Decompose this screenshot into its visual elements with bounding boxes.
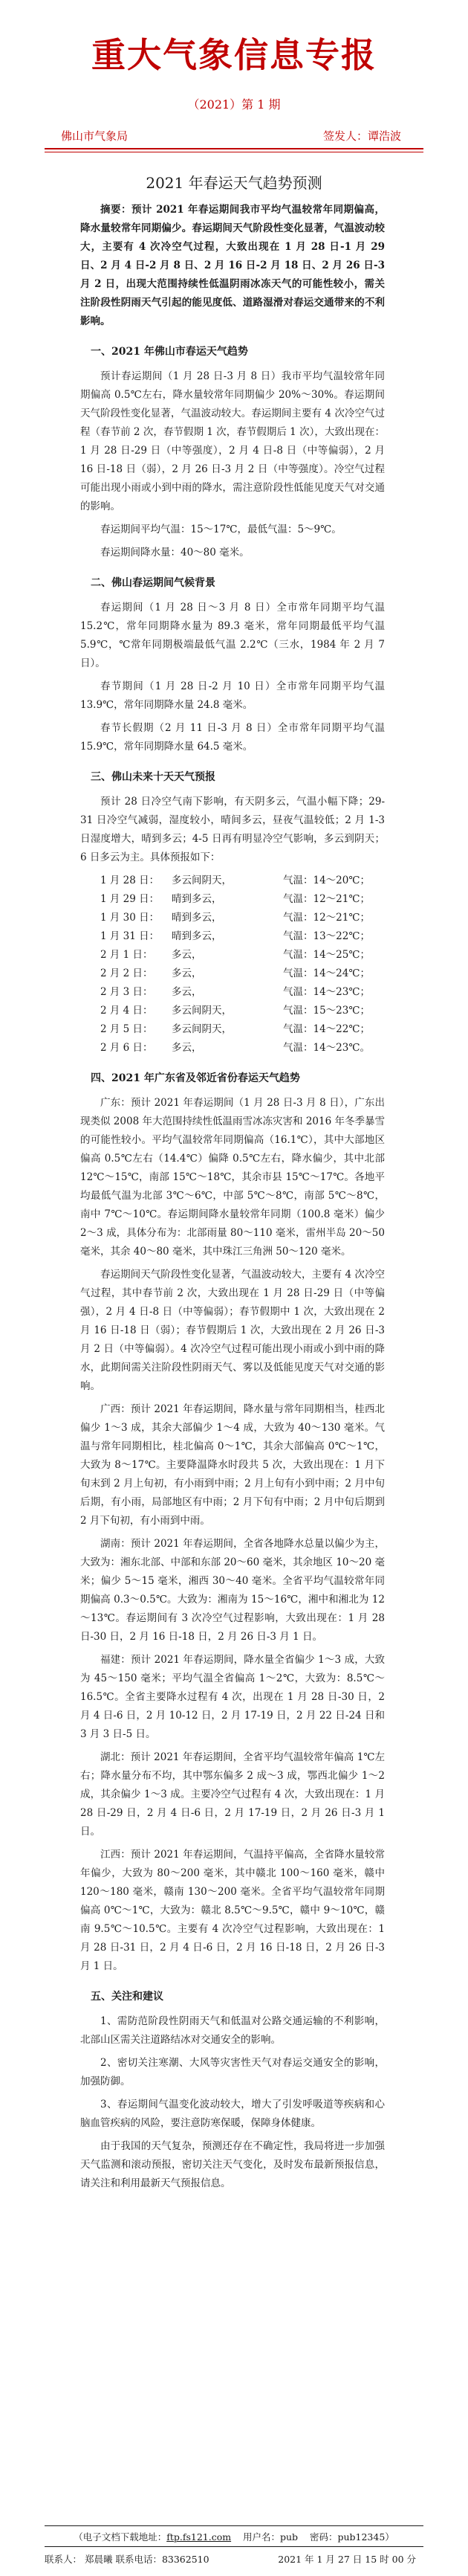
issuing-org: 佛山市气象局: [61, 129, 129, 143]
forecast-temp: 气温：12～21℃；: [283, 893, 370, 905]
red-rule-thick: [45, 148, 423, 149]
download-info: [45, 2530, 423, 2543]
closing-paragraph: 由于我国的天气复杂，预测还存在不确定性，我局将进一步加强天气监测和滚动预报，密切关注天气变化，及时发布最新预报信息，请关注和利用最新天气预报信息。: [80, 2140, 385, 2189]
section-paragraph: 春节期间（1 月 28 日-2 月 10 日）全市常年同期平均气温 13.9℃，常年同期降水量 24.8 毫米。: [80, 680, 385, 711]
section-paragraph: 广西：预计 2021 年春运期间，降水量与常年同期相当，桂西北偏少 1～3 成，其余大部偏少 1～4 成，大致为 40～130 毫米。气温与常年同期相比，桂北偏高 0～1℃，其余大部偏高 0℃～1℃，大致为 8～17℃。主要降温降水时段共 5 次，大致出现在：1 月下旬末到 2 月上旬初，有小雨到中雨；2 月上旬有小到中雨；2 月中旬后期，有小雨，局部地区有中雨；2 月下旬有中雨；2 月中旬后期到 2 月下旬初，有小雨到中雨。: [80, 1403, 385, 1527]
forecast-date: 2 月 4 日：: [100, 1005, 153, 1017]
section-heading: 二、佛山春运期间气候背景: [91, 577, 215, 589]
forecast-weather: 多云间阴天，: [172, 1023, 232, 1035]
contact-info: [45, 2552, 423, 2566]
forecast-weather: 多云，: [172, 1042, 202, 1054]
section-paragraph: 1、需防范阶段性阴雨天气和低温对公路交通运输的不利影响，北部山区需关注道路结冰对交通安全的影响。: [80, 2015, 385, 2046]
forecast-date: 2 月 2 日：: [100, 967, 153, 979]
ftp-password: 密码：pub12345）: [309, 2531, 394, 2543]
section-paragraph: 3、春运期间气温变化波动较大，增大了引发呼吸道等疾病和心脑血管疾病的风险，要注意防寒保暖，保障身体健康。: [80, 2099, 385, 2129]
document-title: 2021 年春运天气趋势预测: [146, 174, 322, 192]
forecast-row: [100, 946, 385, 965]
section-paragraph: 湖北：预计 2021 年春运期间，全省平均气温较常年偏高 1℃左右；降水量分布不均，其中鄂东偏多 2 成～3 成，鄂西北偏少 1～2 成，其余偏少 1～3 成。主要冷空气过程有 4 次，大致出现在：1 月 28 日-29 日，2 月 4 日-6 日，2 月 17-19 日，2 月 26 日-3 月 1 日。: [80, 1751, 385, 1838]
section-paragraph: 春运期间降水量：40～80 毫米。: [100, 547, 250, 558]
forecast-date: 2 月 1 日：: [100, 949, 153, 961]
contact-person: 联系人： 郑晨曦 联系电话：83362510: [45, 2554, 209, 2565]
forecast-weather: 晴到多云，: [172, 912, 222, 924]
ftp-link[interactable]: ftp.fs121.com: [166, 2531, 232, 2543]
forecast-row: [100, 965, 385, 983]
forecast-weather: 多云，: [172, 967, 202, 979]
footer-rule-top: [45, 2525, 423, 2526]
forecast-row: [100, 1039, 385, 1057]
forecast-temp: 气温：12～21℃；: [283, 912, 370, 924]
signer: 签发人：谭浩波: [322, 129, 401, 143]
forecast-row: [100, 872, 385, 890]
section-paragraph: 春运期间天气阶段性变化显著，气温波动较大，主要有 4 次冷空气过程，其中春节前 2 次，大致出现在 1 月 28 日-29 日（中等偏强），2 月 4 日-8 日（中等偏弱）；春节假期中 1 次，大致出现在 2 月 16 日-18 日（弱）；春节假期后 1 次，大致出现在 2 月 26 日-3 月 2 日（中等偏弱）。4 次冷空气过程可能出现小雨或小到中雨的降水，此期间需关注阶段性阴雨天气、雾以及低能见度天气对交通的影响。: [80, 1269, 385, 1392]
footer-rule-bottom: [45, 2546, 423, 2547]
forecast-weather: 晴到多云，: [172, 930, 222, 942]
forecast-weather: 多云间阴天，: [172, 1005, 232, 1017]
forecast-temp: 气温：14～23℃。: [283, 1042, 370, 1054]
section-paragraph: 江西：预计 2021 年春运期间，气温持平偏高，全省降水量较常年偏少，大致为 80～200 毫米，其中赣北 100～160 毫米，赣中 120～180 毫米，赣南 130～200 毫米。全省平均气温较常年同期偏高 0℃～1℃，大致为：赣北 8.5℃～9.5℃，赣中 9～10℃，赣南 9.5℃～10.5℃。主要有 4 次冷空气过程影响，大致出现在：1 月 28 日-31 日，2 月 4 日-6 日，2 月 16 日-18 日，2 月 26 日-3 月 1 日。: [80, 1849, 385, 1972]
forecast-weather: 多云间阴天，: [172, 875, 232, 886]
forecast-temp: 气温：14～24℃；: [283, 967, 370, 979]
forecast-temp: 气温：15～23℃；: [283, 1005, 370, 1017]
section-heading: 一、2021 年佛山市春运天气趋势: [91, 346, 248, 358]
forecast-date: 2 月 3 日：: [100, 986, 153, 998]
section-heading: 三、佛山未来十天天气预报: [91, 771, 215, 783]
forecast-temp: 气温：13～22℃；: [283, 930, 370, 942]
forecast-weather: 多云，: [172, 986, 202, 998]
section-heading: 五、关注和建议: [91, 1991, 163, 2003]
summary-label: 摘要：: [100, 204, 131, 216]
forecast-row: [100, 983, 385, 1002]
section-paragraph: 广东：预计 2021 年春运期间（1 月 28 日-3 月 8 日），广东出现类似 2008 年大范围持续性低温雨雪冰冻灾害和 2016 年冬季暴雪的可能性较小。平均气温较常年同期偏高（16.1℃），其中大部地区偏高 0.5℃左右（14.4℃）偏降 0.5℃左右，降水偏少，其中北部 12℃～15℃，南部 15℃～18℃，其余市县 15℃～17℃。各地平均最低气温为北部 3℃～6℃，中部 5℃～8℃，南部 5℃～8℃，南中 7℃～10℃。春运期间降水量较常年同期（100.8 毫米）偏少 2～3 成，具体分布为：北部雨量 80～110 毫米，雷州半岛 20～50 毫米，其余 40～80 毫米，其中珠江三角洲 50～120 毫米。: [80, 1097, 385, 1258]
forecast-row: [100, 1002, 385, 1020]
forecast-date: 1 月 30 日：: [100, 912, 160, 924]
forecast-date: 2 月 5 日：: [100, 1023, 153, 1035]
forecast-row: [100, 1020, 385, 1039]
section-paragraph: 福建：预计 2021 年春运期间，降水量全省偏少 1～3 成，大致为 45～150 毫米；平均气温全省偏高 1～2℃，大致为：8.5℃～16.5℃。全省主要降水过程有 4 次，出现在 1 月 28 日-30 日，2 月 4 日-6 日，2 月 10-12 日，2 月 17-19 日，2 月 22 日-24 日和 3 月 3 日-5 日。: [80, 1654, 385, 1740]
section-paragraph: 春运期间平均气温：15～17℃，最低气温：5～9℃。: [100, 524, 342, 535]
forecast-date: 2 月 6 日：: [100, 1042, 153, 1054]
forecast-date: 1 月 28 日：: [100, 875, 160, 886]
issue-datetime: 2021 年 1 月 27 日 15 时 00 分: [278, 2554, 416, 2565]
forecast-row: [100, 927, 385, 946]
forecast-temp: 气温：14～22℃；: [283, 1023, 370, 1035]
masthead-title: 重大气象信息专报: [91, 35, 377, 75]
forecast-row: [100, 909, 385, 927]
forecast-row: [100, 890, 385, 909]
forecast-date: 1 月 31 日：: [100, 930, 160, 942]
ftp-user: 用户名：pub: [243, 2531, 299, 2543]
forecast-temp: 气温：14～20℃；: [283, 875, 370, 886]
document-body: [80, 201, 385, 2197]
ftp-label: （电子文档下载地址：: [74, 2531, 167, 2543]
section-paragraph: 预计春运期间（1 月 28 日-3 月 8 日）我市平均气温较常年同期偏高 0.5℃左右，降水量较常年同期偏少 20%～30%。春运期间天气阶段性变化显著，气温波动较大。春运期间主要有 4 次冷空气过程（春节前 2 次，春节假期 1 次，春节假期后 1 次），大致出现在：1 月 28 日-29 日（中等强度），2 月 4 日-8 日（中等偏弱），2 月 16 日-18 日（弱），2 月 26 日-3 月 2 日（中等强度）。冷空气过程可能出现小雨或小到中雨的降水，需注意阶段性低能见度天气对交通的影响。: [80, 370, 385, 512]
forecast-temp: 气温：14～23℃；: [283, 986, 370, 998]
forecast-temp: 气温：14～25℃；: [283, 949, 370, 961]
issue-number: （2021）第 1 期: [187, 97, 281, 112]
summary-paragraph: [80, 201, 385, 331]
section-paragraph: 预计 28 日冷空气南下影响，有天阴多云，气温小幅下降；29-31 日冷空气减弱，湿度较小，晴间多云，昼夜气温较低；2 月 1-3 日湿度增大，晴到多云；4-5 日再有明显冷空气影响，多云到阴天；6 日多云为主。具体预报如下：: [80, 796, 385, 863]
section-paragraph: 春运期间（1 月 28 日～3 月 8 日）全市常年同期平均气温 15.2℃，常年同期降水量为 89.3 毫米，常年同期最低平均气温 5.9℃，℃常年同期极端最低气温 2.2℃（三水，1984 年 2 月 7 日）。: [80, 602, 385, 669]
forecast-date: 1 月 29 日：: [100, 893, 160, 905]
section-paragraph: 湖南：预计 2021 年春运期间，全省各地降水总量以偏少为主，大致为：湘东北部、中部和东部 20～60 毫米，其余地区 10～20 毫米；偏少 5～15 毫米，湘西 30～40 毫米。全省平均气温较常年同期偏高 0.3～0.5℃。大致为：湘南为 15～16℃，湘中和湘北为 12～13℃。春运期间有 3 次冷空气过程影响，大致出现在：1 月 28 日-30 日，2 月 16 日-18 日，2 月 26 日-3 月 1 日。: [80, 1538, 385, 1643]
summary-text: 预计 2021 年春运期间我市平均气温较常年同期偏高，降水量较常年同期偏少。春运期间天气阶段性变化显著，气温波动较大，主要有 4 次冷空气过程，大致出现在 1 月 28 日-1 月 29 日、2 月 4 日-2 月 8 日、2 月 16 日-2 月 18 日、2 月 26 日-3 月 2 日，出现大范围持续性低温阴雨冰冻天气的可能性较小，需关注阶段性阴雨天气引起的能见度低、道路湿滑对春运交通带来的不利影响。: [80, 204, 385, 327]
forecast-list: [80, 872, 385, 1057]
section-paragraph: 春节长假期（2 月 11 日-3 月 8 日）全市常年同期平均气温 15.9℃，常年同期降水量 64.5 毫米。: [80, 722, 385, 753]
section-heading: 四、2021 年广东省及邻近省份春运天气趋势: [91, 1072, 300, 1084]
section-paragraph: 2、密切关注寒潮、大风等灾害性天气对春运交通安全的影响，加强防御。: [80, 2057, 385, 2087]
forecast-weather: 多云，: [172, 949, 202, 961]
forecast-weather: 晴到多云，: [172, 893, 222, 905]
